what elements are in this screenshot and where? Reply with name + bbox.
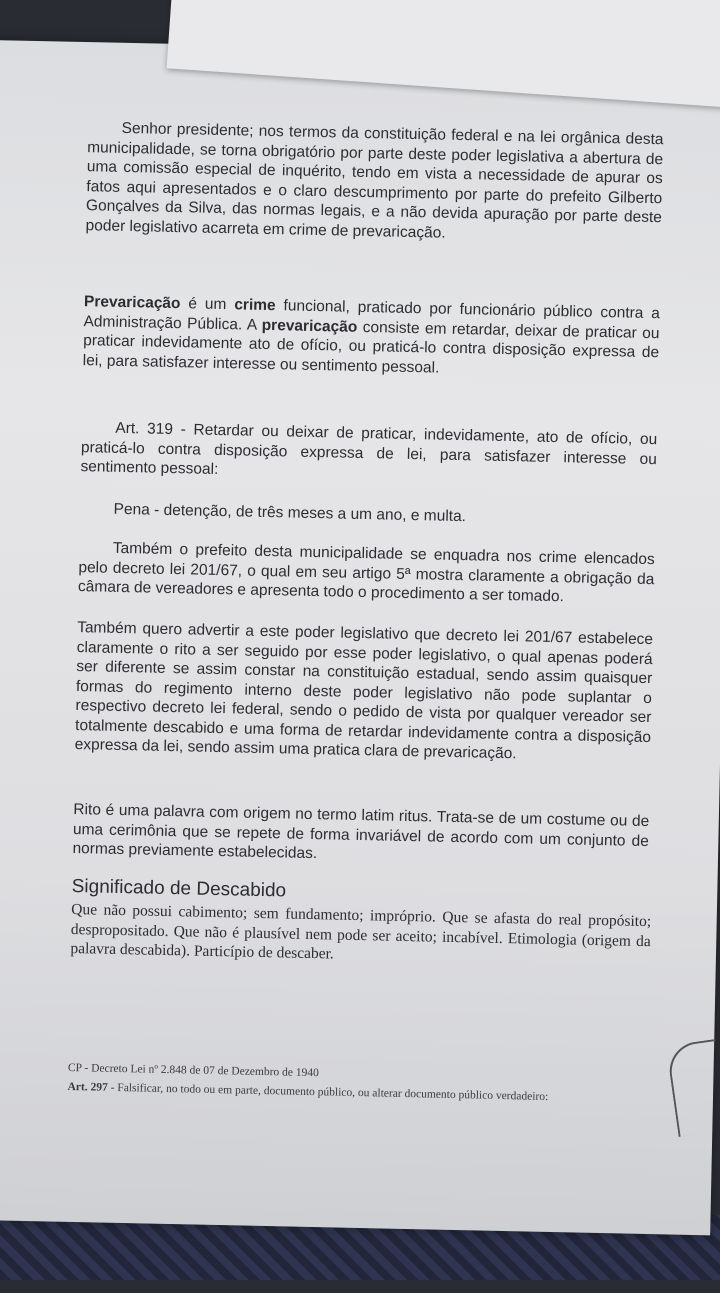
paragraph-definition: Que não possui cabimento; sem fundamento; impróprio. Que se afasta do real propósito; despropositado. Que não é plausível nem pode ser aceito; incabível. Etimologia (origem da palavra descabida). Particípio de descaber. [70,900,652,963]
paragraph-request: Senhor presidente; nos termos da constituição federal e na lei orgânica desta municipalidade, se torna obrigatório por parte deste poder legislativa a abertura de uma comissão especial de inquérito, tendo em vista a necessidade de apurar os fatos aqui apresentados e o claro descumprimento por parte do prefeito Gilberto Gonçalves da Silva, das normas legais, e a não devida apuração por parte deste poder legislativo acarreta em crime de prevaricação. [85,119,664,242]
footnote-art-297: Art. 297 - Falsificar, no todo ou em parte, documento público, ou alterar documento público verdadeiro: [67,1080,549,1104]
footnote-cp: CP - Decreto Lei nº 2.848 de 07 de Dezembro de 1940 [67,1061,319,1080]
paragraph-rito: Rito é uma palavra com origem no termo latim ritus. Trata-se de um costume ou de uma cerimônia que se repete de forma invariável de acordo com um conjunto de normas previamente estabelecidas. [72,801,650,863]
paragraph-advertencia: Também quero advertir a este poder legislativo que decreto lei 201/67 estabelece claramente o rito a ser seguido por esse poder legislativo, o qual apenas poderá ser diferente se assim constar na constituição estadual, sendo assim quaisquer formas do regimento interno deste poder legislativo não pode suplantar o respectivo decreto lei federal, sendo o pedido de vista por qualquer vereador ser totalmente descabido e uma forma de retardar indevidamente contra a disposição expressa da lei, sendo assim uma pratica clara de prevaricação. [74,619,654,763]
heading-descabido: Significado de Descabido [71,875,287,902]
paragraph-decreto: Também o prefeito desta municipalidade se enquadra nos crime elencados pelo decreto lei 201/67, o qual em seu artigo 5ª mostra claramente a obrigação da câmara de vereadores e apresenta todo o procedimento a ser tomado. [77,539,655,606]
paragraph-art-319: Art. 319 - Retardar ou deixar de praticar, indevidamente, ato de ofício, ou praticá-lo contra disposição expressa de lei, para satisfazer interesse ou sentimento pessoal: [80,419,658,478]
term-prevaricacao: Prevaricação [83,293,181,313]
paragraph-pena: Pena - detenção, de três meses a um ano, e multa. [113,500,467,526]
paragraph-prevaricacao: Prevaricação é um crime funcional, praticado por funcionário público contra a Administração Pública. A prevaricação consiste em retardar, deixar de praticar ou praticar indevidamente ato de ofício, ou praticá-lo contra disposição expressa de lei, para satisfazer interesse ou sentimento pessoal. [82,293,661,377]
